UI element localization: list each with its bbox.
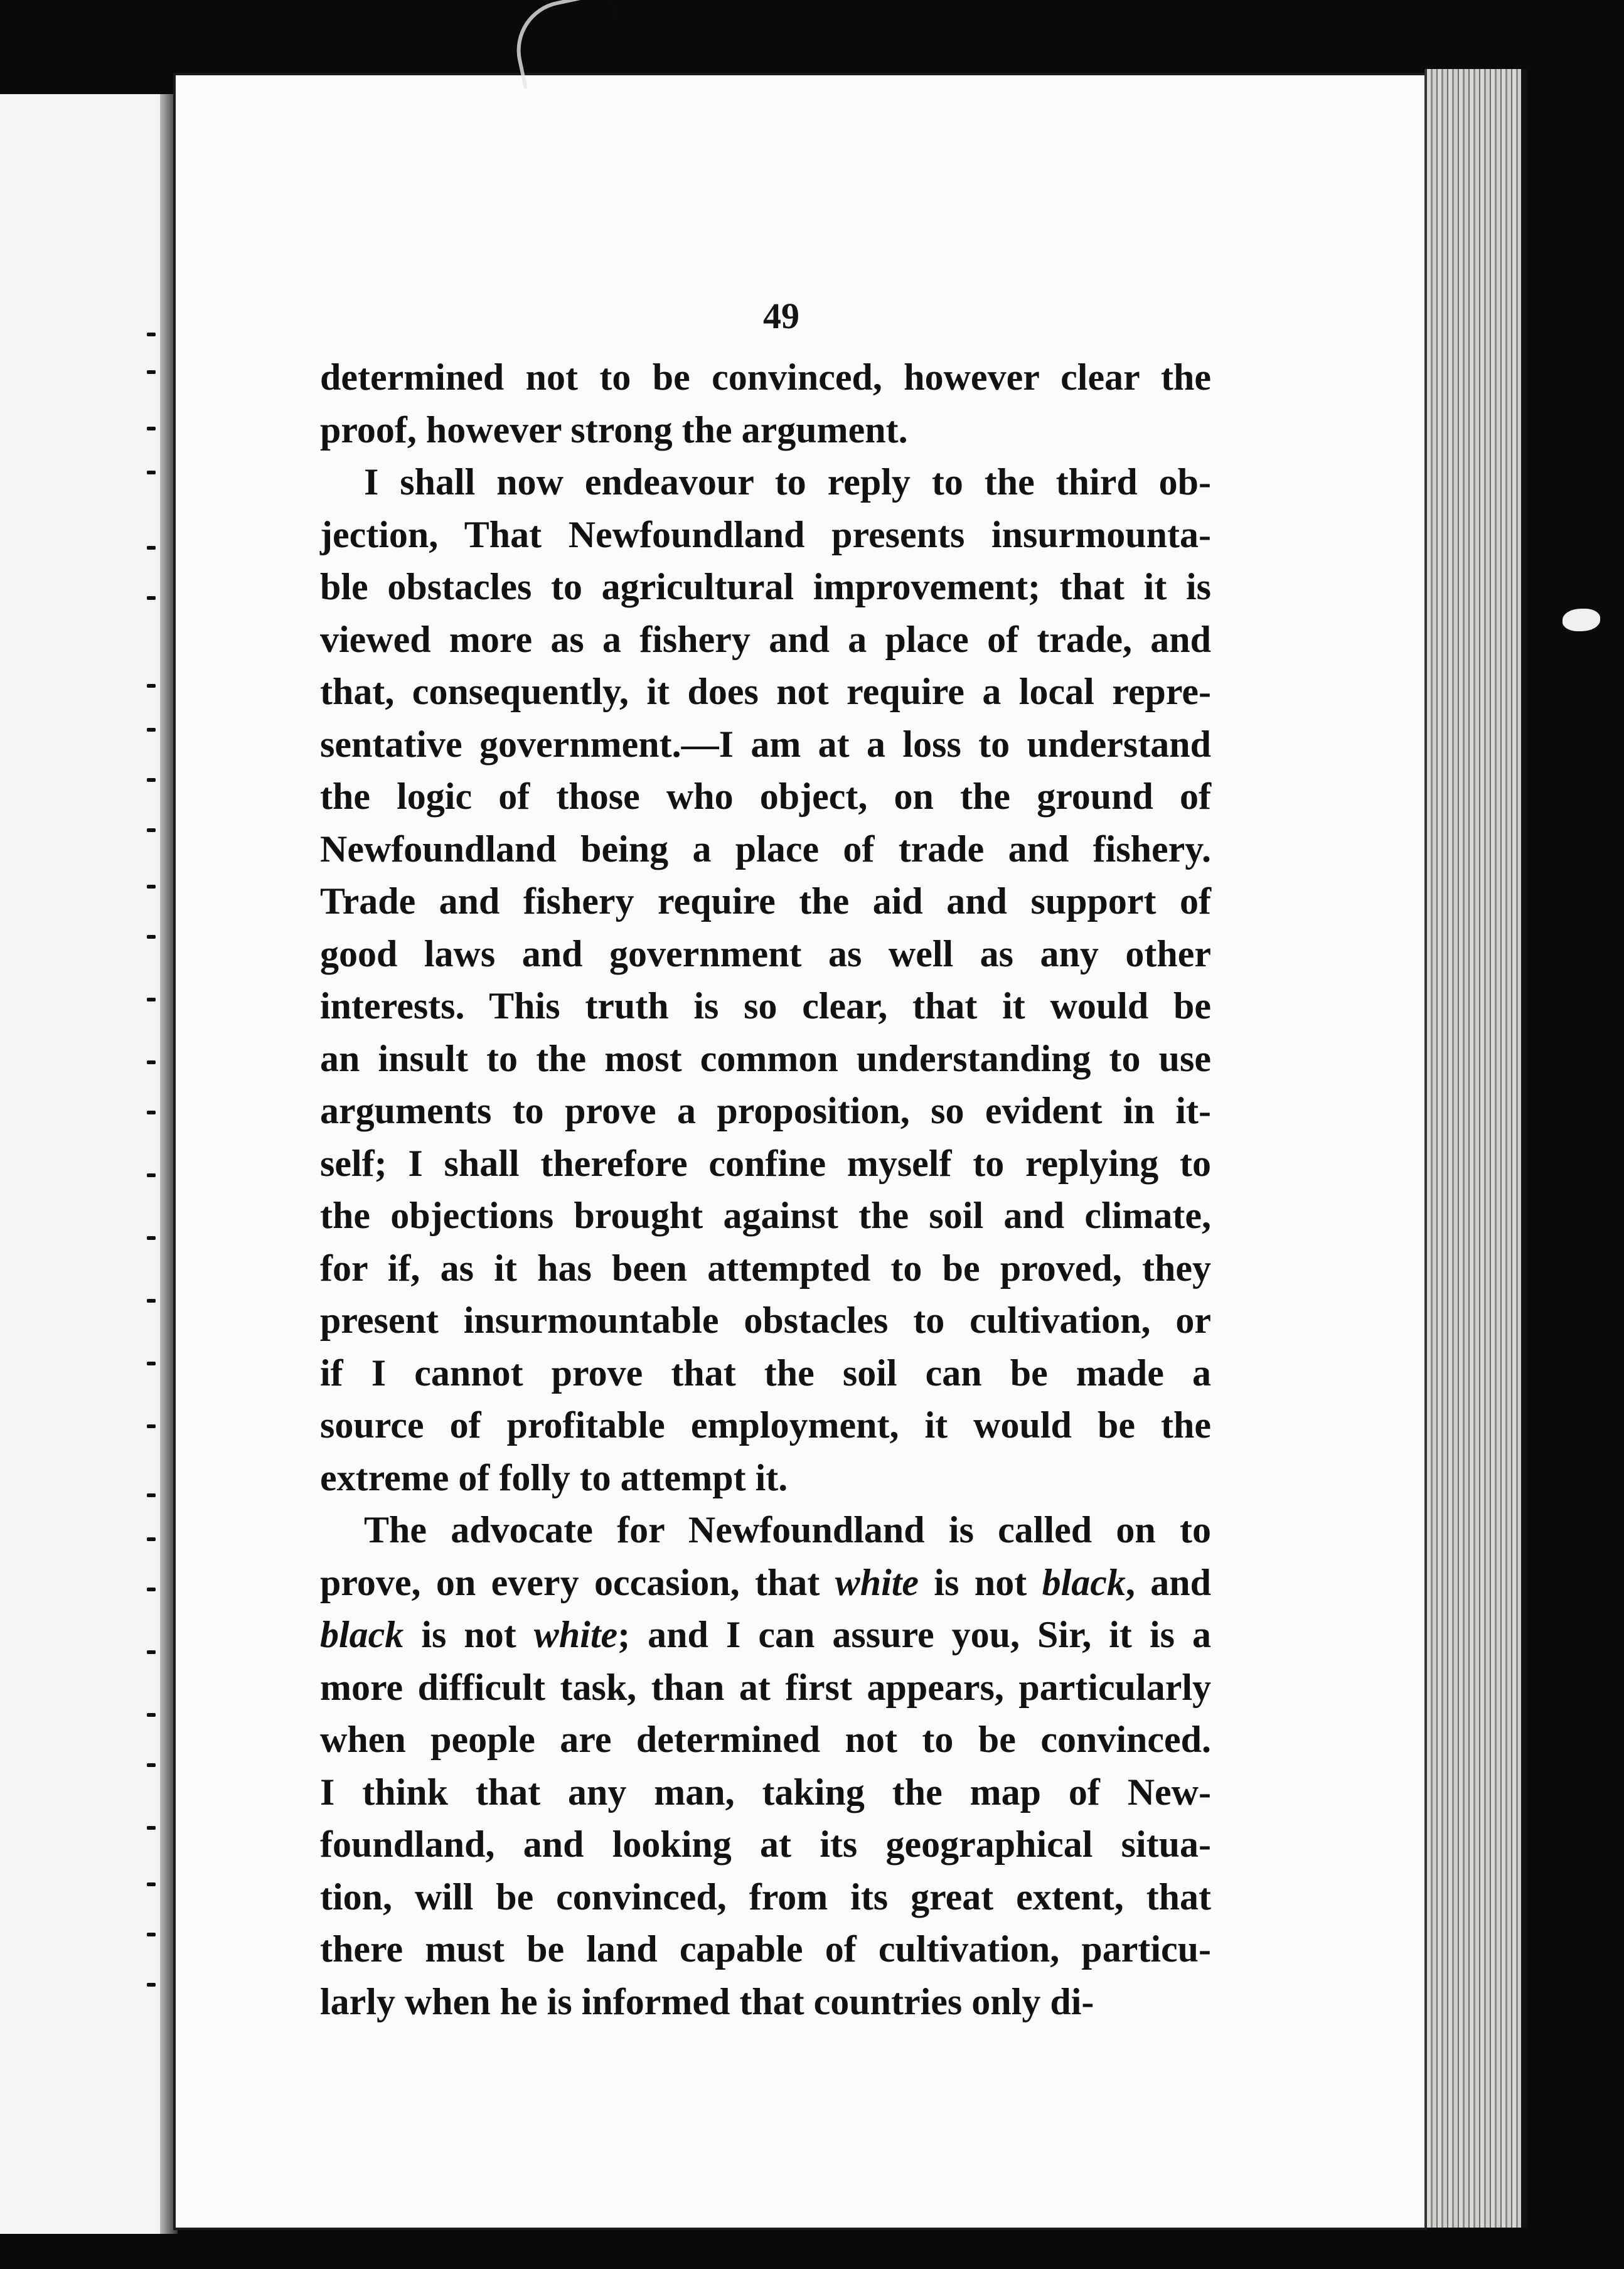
text-line: more difficult task, than at first appears, particularly	[320, 1666, 1211, 1708]
text-line: proof, however strong the argument.	[320, 408, 908, 451]
text-line: when people are determined not to be convinced.	[320, 1719, 1211, 1760]
italic-word: white	[533, 1614, 618, 1655]
text-line: foundland, and looking at its geographical situa-	[320, 1823, 1211, 1865]
text-line: Trade and fishery require the aid and support of	[320, 880, 1211, 922]
text-line: the logic of those who object, on the ground of	[320, 776, 1211, 817]
text-line: extreme of folly to attempt it.	[320, 1456, 788, 1498]
paragraph	[320, 351, 1211, 456]
text-line: The advocate for Newfoundland is called on to	[364, 1509, 1211, 1551]
text-line: an insult to the most common understanding to use	[320, 1037, 1211, 1079]
text-line: arguments to prove a proposition, so evident in it-	[320, 1090, 1211, 1131]
text-line: self; I shall therefore confine myself to replying to	[320, 1142, 1211, 1184]
text-line: jection, That Newfoundland presents insurmounta-	[320, 513, 1211, 555]
book-gutter	[160, 94, 178, 2234]
text-line: viewed more as a fishery and a place of trade, and	[320, 618, 1211, 660]
text-line: tion, will be convinced, from its great extent, that	[320, 1876, 1211, 1918]
text-line: sentative government.—I am at a loss to understand	[320, 723, 1211, 765]
text-line: determined not to be convinced, however clear the	[320, 356, 1211, 398]
text-line: larly when he is informed that countries only di-	[320, 1980, 1094, 2022]
text-line: for if, as it has been attempted to be proved, they	[320, 1247, 1211, 1289]
paragraph	[320, 1504, 1211, 2028]
text-line: prove, on every occasion, that white is not black, and	[320, 1561, 1211, 1603]
page-body-text	[320, 351, 1211, 2028]
text-line: if I cannot prove that the soil can be made a	[320, 1352, 1211, 1394]
italic-word: black	[1042, 1561, 1126, 1603]
right-page	[176, 75, 1424, 2228]
left-page-edge	[0, 94, 173, 2234]
text-line: interests. This truth is so clear, that it would be	[320, 985, 1211, 1027]
text-line: black is not white; and I can assure you, Sir, it is a	[320, 1614, 1211, 1655]
paragraph	[320, 456, 1211, 1504]
text-line: that, consequently, it does not require a local repre-	[320, 671, 1211, 712]
scan-artifact-blot	[1563, 609, 1600, 631]
text-line: there must be land capable of cultivation, particu-	[320, 1928, 1211, 1970]
text-line: Newfoundland being a place of trade and fishery.	[320, 828, 1211, 870]
text-line: I think that any man, taking the map of New-	[320, 1771, 1211, 1813]
text-line: I shall now endeavour to reply to the third ob-	[364, 461, 1211, 503]
left-page-margin-marks	[0, 94, 169, 2234]
text-line: present insurmountable obstacles to cultivation, or	[320, 1300, 1211, 1341]
text-line: the objections brought against the soil and climate,	[320, 1195, 1211, 1236]
italic-word: black	[320, 1614, 404, 1655]
book-page-edges	[1424, 69, 1527, 2228]
text-line: source of profitable employment, it would be the	[320, 1404, 1211, 1446]
page-number: 49	[763, 296, 799, 336]
text-line: ble obstacles to agricultural improvement; that it is	[320, 566, 1211, 607]
italic-word: white	[835, 1561, 919, 1603]
text-line: good laws and government as well as any other	[320, 932, 1211, 974]
